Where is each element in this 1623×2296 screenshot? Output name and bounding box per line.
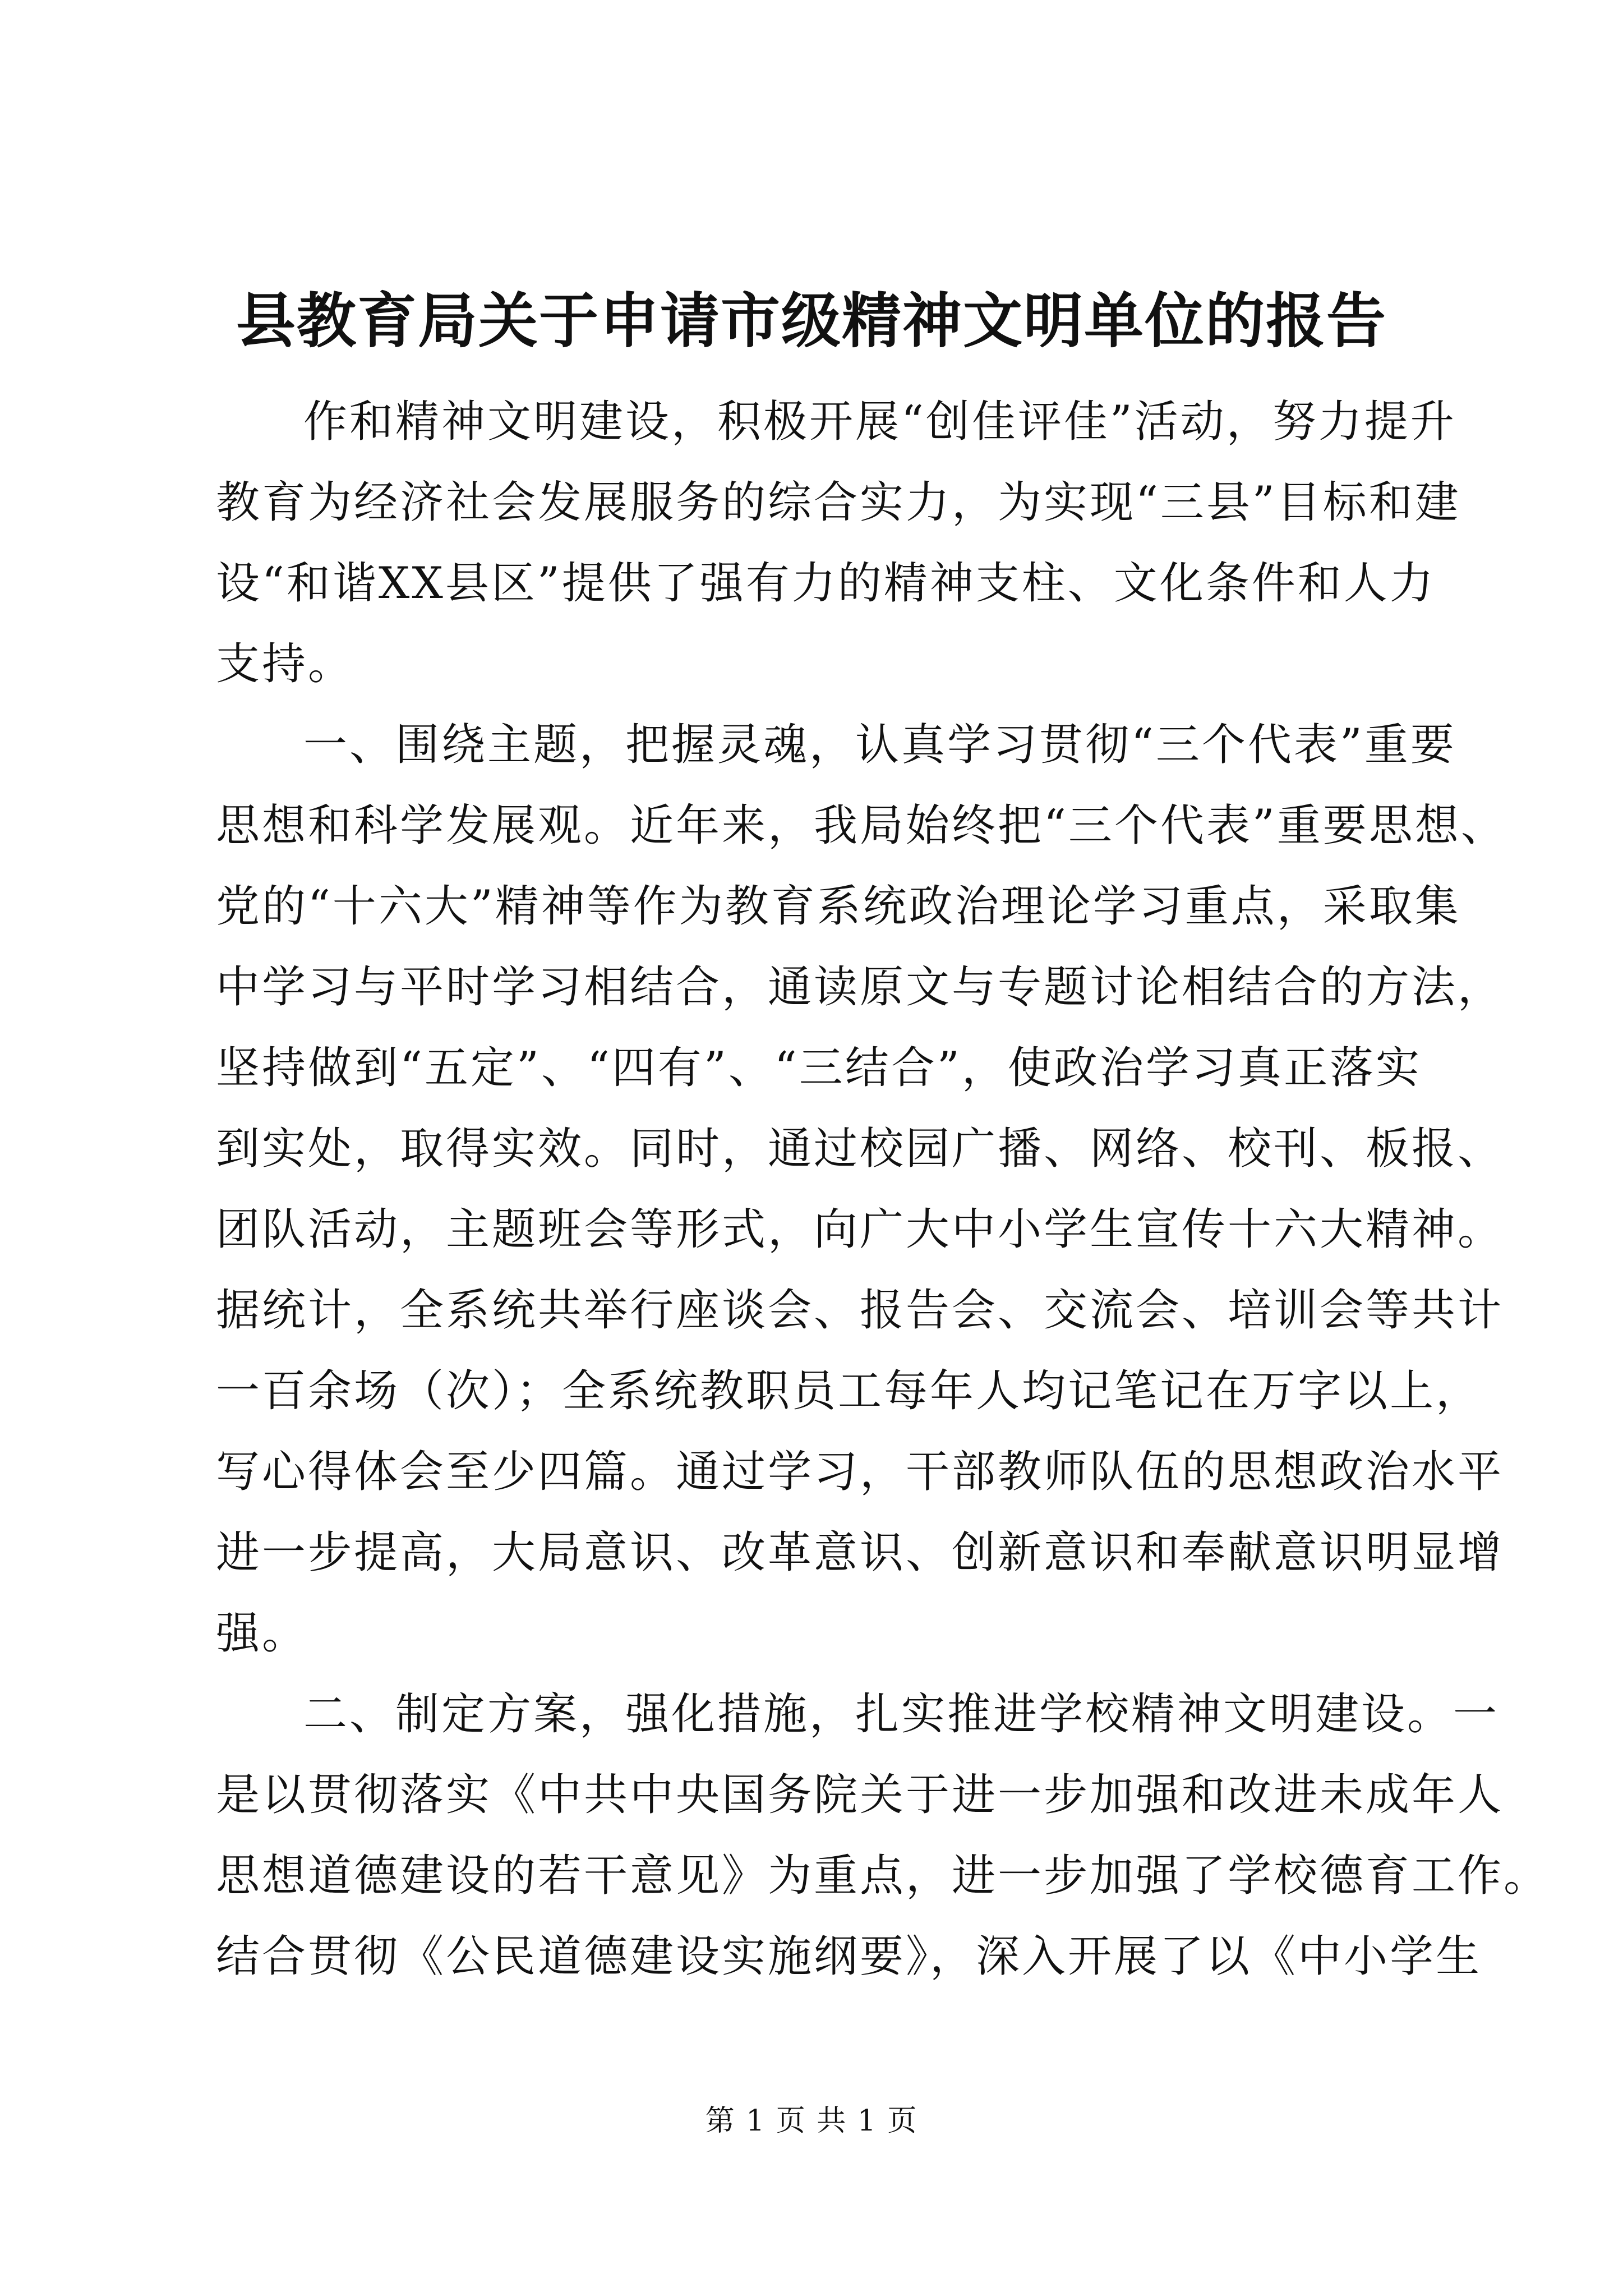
- text-line: 思想和科学发展观。近年来，我局始终把“三个代表”重要思想、: [216, 800, 1507, 851]
- text-line: 坚持做到“五定”、“四有”、“三结合”，使政治学习真正落实: [216, 1043, 1422, 1093]
- text-line: 进一步提高，大局意识、改革意识、创新意识和奉献意识明显增: [216, 1527, 1504, 1578]
- text-line: 到实处，取得实效。同时，通过校园广播、网络、校刊、板报、: [216, 1124, 1504, 1174]
- text-line: 团队活动，主题班会等形式，向广大中小学生宣传十六大精神。: [216, 1204, 1504, 1255]
- text-line: 是以贯彻落实《中共中央国务院关于进一步加强和改进未成年人: [216, 1770, 1504, 1820]
- text-line: 设“和谐XX县区”提供了强有力的精神支柱、文化条件和人力: [216, 558, 1436, 609]
- document-body: [216, 381, 1550, 1997]
- text-line: 教育为经济社会发展服务的综合实力，为实现“三县”目标和建: [216, 477, 1461, 528]
- text-line: 支持。: [216, 639, 354, 689]
- text-line: 中学习与平时学习相结合，通读原文与专题讨论相结合的方法，: [216, 962, 1504, 1013]
- text-line: 党的“十六大”精神等作为教育系统政治理论学习重点，采取集: [216, 881, 1461, 932]
- document-title: 县教育局关于申请市级精神文明单位的报告: [236, 286, 1387, 356]
- text-line: 思想道德建设的若干意见》为重点，进一步加强了学校德育工作。: [216, 1851, 1550, 1901]
- text-line: 结合贯彻《公民道德建设实施纲要》，深入开展了以《中小学生: [216, 1931, 1482, 1982]
- text-line: 二、制定方案，强化措施，扎实推进学校精神文明建设。一: [303, 1689, 1500, 1740]
- text-line: 强。: [216, 1608, 308, 1659]
- text-line: 据统计，全系统共举行座谈会、报告会、交流会、培训会等共计: [216, 1285, 1504, 1336]
- text-line: 一百余场（次）；全系统教职员工每年人均记笔记在万字以上，: [216, 1366, 1482, 1416]
- text-line: 作和精神文明建设，积极开展“创佳评佳”活动，努力提升: [303, 397, 1456, 447]
- text-line: 写心得体会至少四篇。通过学习，干部教师队伍的思想政治水平: [216, 1447, 1504, 1497]
- text-line: 一、围绕主题，把握灵魂，认真学习贯彻“三个代表”重要: [303, 720, 1456, 770]
- page-footer: 第 1 页 共 1 页: [705, 2104, 918, 2138]
